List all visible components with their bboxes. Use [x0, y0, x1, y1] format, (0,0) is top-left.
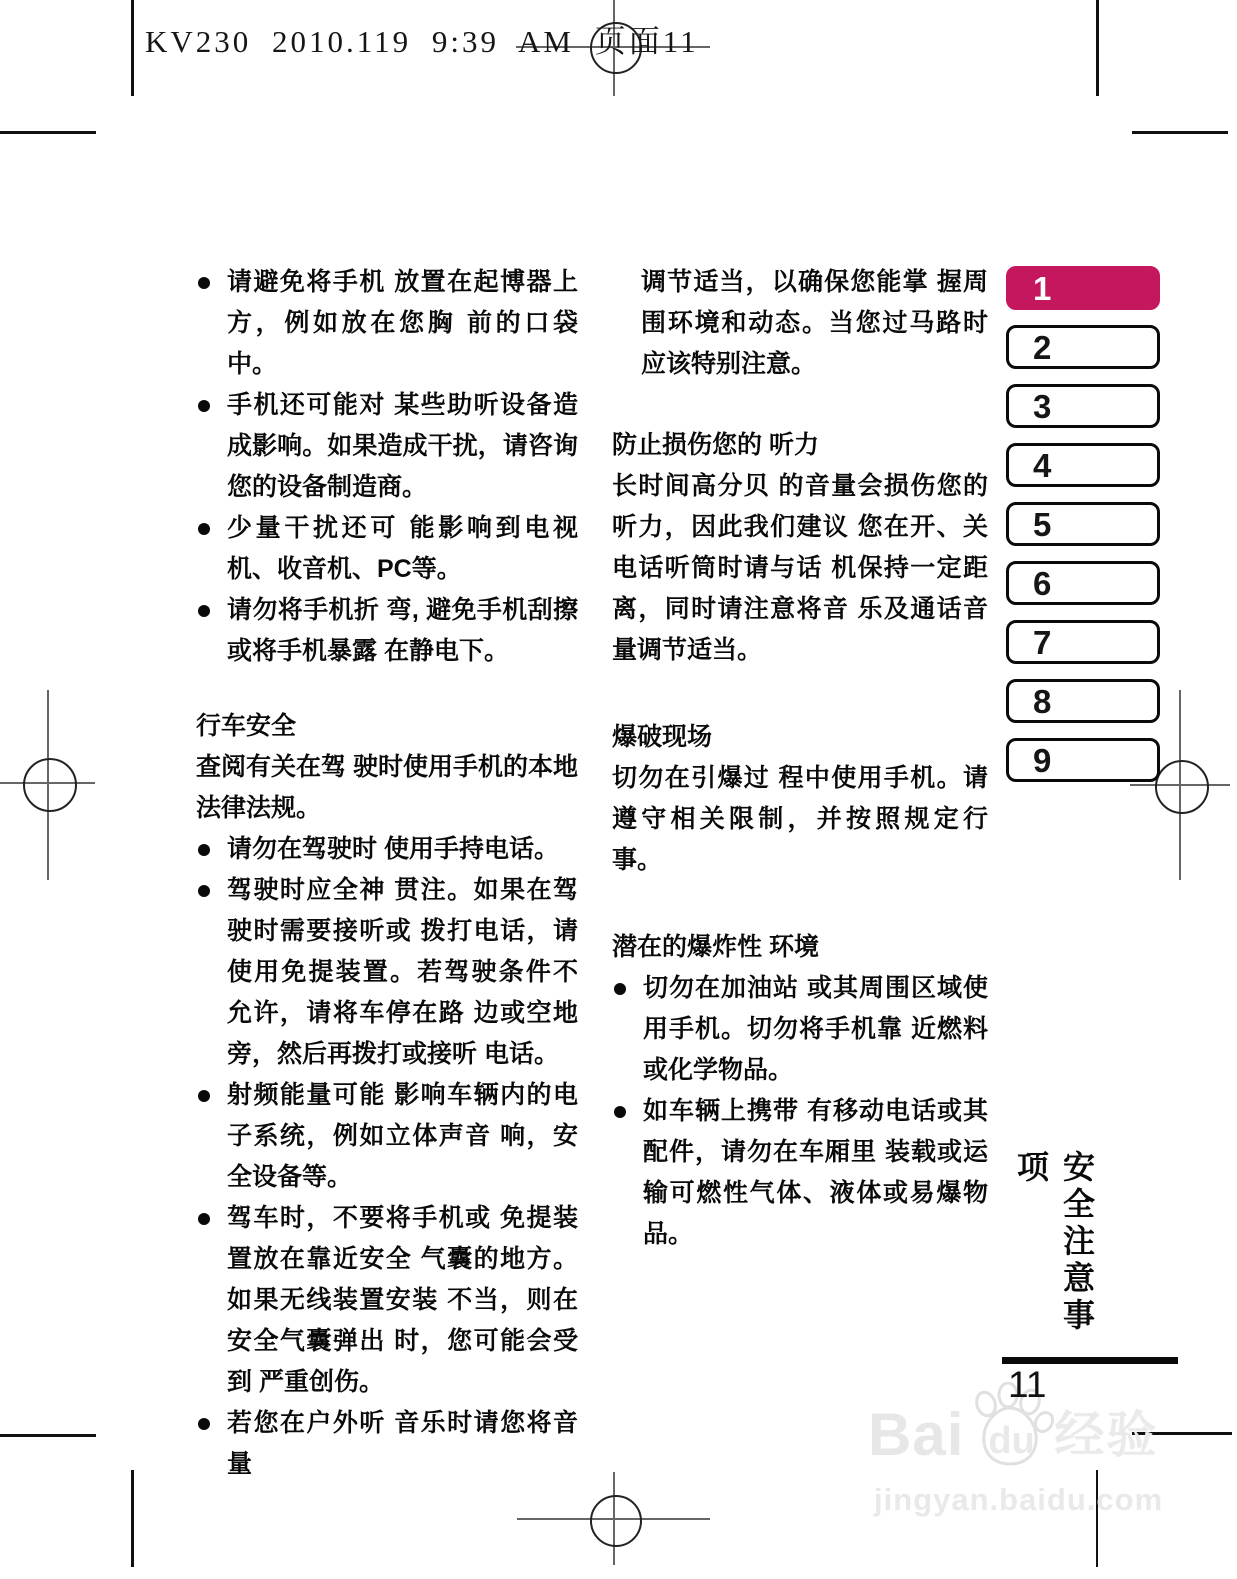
- bullet-list-explosive: [612, 968, 988, 1255]
- chapter-label-vertical: 安全注意事项: [1013, 1150, 1095, 1335]
- crop-mark-top-right-horizontal: [1132, 131, 1228, 134]
- bullet-text: 若您在户外听 音乐时请您将音量: [227, 1409, 578, 1478]
- baidu-jingyan-watermark: [868, 1396, 1237, 1518]
- section-heading-explosive: 潜在的爆炸性 环境: [612, 933, 819, 961]
- bullet-list-driving: [196, 829, 578, 1485]
- list-item: [196, 1403, 578, 1485]
- bullet-text: 射频能量可能 影响车辆内的电子系统，例如立体声音 响，安全设备等。: [227, 1081, 578, 1191]
- bullet-text: 手机还可能对 某些助听设备造成影响。如果造成干扰，请咨询您的设备制造商。: [227, 391, 578, 501]
- tab-4: 4: [1006, 443, 1160, 487]
- paragraph-volume-continuation: 调节适当，以确保您能掌 握周围环境和动态。当您过马路时 应该特别注意。: [641, 268, 988, 378]
- list-item: [196, 385, 578, 508]
- bullet-dot: [614, 983, 626, 995]
- bullet-dot: [198, 400, 210, 412]
- tab-2: 2: [1006, 325, 1160, 369]
- list-item: [196, 508, 578, 590]
- crop-mark-top-left-vertical: [131, 0, 134, 96]
- registration-circle-bottom: [590, 1495, 642, 1547]
- bullet-text: 切勿在加油站 或其周围区域使用手机。切勿将手机靠 近燃料或化学物品。: [643, 974, 988, 1084]
- bullet-dot: [198, 277, 210, 289]
- list-item: [612, 1091, 988, 1255]
- bullet-dot: [198, 605, 210, 617]
- bullet-text: 请避免将手机 放置在起博器上方，例如放在您胸 前的口袋中。: [227, 268, 578, 378]
- section-heading-blasting: 爆破现场: [612, 723, 713, 751]
- tab-1: 1: [1006, 266, 1160, 310]
- section-heading-driving-safety: 行车安全: [196, 712, 297, 740]
- tab-5: 5: [1006, 502, 1160, 546]
- page-number: 11: [1008, 1364, 1047, 1405]
- crop-mark-top-left-horizontal: [0, 131, 96, 134]
- watermark-brand-prefix: Bai: [868, 1401, 965, 1468]
- bullet-dot: [614, 1106, 626, 1118]
- watermark-url: jingyan.baidu.com: [874, 1482, 1164, 1517]
- bullet-text: 请勿将手机折 弯, 避免手机刮擦或将手机暴露 在静电下。: [227, 596, 578, 665]
- left-column: [196, 262, 578, 1485]
- bullet-text: 少量干扰还可 能影响到电视机、收音机、PC等。: [227, 514, 578, 583]
- bullet-dot: [198, 1418, 210, 1430]
- section-heading-hearing: 防止损伤您的 听力: [612, 431, 819, 459]
- list-item: [196, 262, 578, 385]
- bullet-dot: [198, 523, 210, 535]
- bullet-dot: [198, 1090, 210, 1102]
- print-header: KV230 2010.119 9:39 AM 页面11: [145, 24, 699, 59]
- watermark-brand-cn: 经验: [1054, 1407, 1159, 1463]
- tab-9: 9: [1006, 738, 1160, 782]
- list-item: [196, 829, 578, 870]
- watermark-brand-suffix: du: [988, 1420, 1035, 1462]
- paragraph-blasting: 切勿在引爆过 程中使用手机。请遵守相关限制，并按照规定行 事。: [612, 764, 988, 874]
- list-item: [196, 590, 578, 672]
- sidebar-rule: [1002, 1357, 1178, 1364]
- list-item: [196, 870, 578, 1075]
- registration-circle-right: [1155, 760, 1209, 814]
- crop-mark-top-right-vertical: [1096, 0, 1099, 96]
- bullet-text: 驾车时，不要将手机或 免提装置放在靠近安全 气囊的地方。如果无线装置安装 不当，则在安全气囊弹出 时，您可能会受到 严重创伤。: [227, 1204, 578, 1396]
- bullet-dot: [198, 885, 210, 897]
- registration-circle-left: [23, 758, 77, 812]
- crop-mark-bottom-left-horizontal: [0, 1434, 96, 1437]
- bullet-text: 请勿在驾驶时 使用手持电话。: [227, 835, 559, 863]
- list-item: [196, 1075, 578, 1198]
- bullet-text: 如车辆上携带 有移动电话或其配件，请勿在车厢里 装载或运输可燃性气体、液体或易爆物 品。: [643, 1097, 988, 1248]
- tab-6: 6: [1006, 561, 1160, 605]
- right-column: [612, 262, 988, 1255]
- tab-7: 7: [1006, 620, 1160, 664]
- bullet-text: 驾驶时应全神 贯注。如果在驾驶时需要接听或 拨打电话，请使用免提装置。若驾驶条件不 允许，请将车停在路 边或空地旁，然后再拨打或接听 电话。: [227, 876, 578, 1068]
- list-item: [612, 968, 988, 1091]
- list-item: [196, 1198, 578, 1403]
- bullet-list-interference: [196, 262, 578, 672]
- chapter-tab-rail: [1006, 266, 1160, 797]
- bullet-dot: [198, 1213, 210, 1225]
- crop-mark-bottom-left-vertical: [131, 1470, 134, 1567]
- tab-8: 8: [1006, 679, 1160, 723]
- paragraph-hearing: 长时间高分贝 的音量会损伤您的听力，因此我们建议 您在开、关电话听筒时请与话 机保持一定距离，同时请注意将音 乐及通话音量调节适当。: [612, 472, 988, 664]
- bullet-dot: [198, 844, 210, 856]
- paragraph-driving-safety: 查阅有关在驾 驶时使用手机的本地法律法规。: [196, 753, 578, 822]
- watermark-brand-row: [868, 1396, 1237, 1474]
- tab-3: 3: [1006, 384, 1160, 428]
